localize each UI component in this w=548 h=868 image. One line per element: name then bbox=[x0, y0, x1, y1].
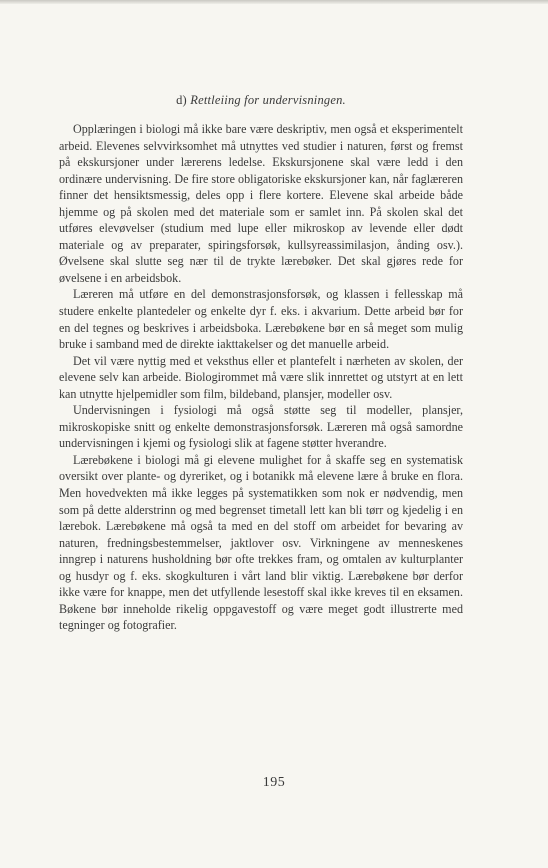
paragraph-3: Det vil være nyttig med et veksthus eller et plantefelt i nærheten av skolen, der elevene selv kan arbeide. Biologirommet må være slik innrettet og utstyrt at en lett kan utnytte hjelpemidler som film, bildeband, plansjer, modeller osv. bbox=[59, 353, 463, 401]
page-number: 195 bbox=[262, 775, 286, 790]
section-title: Rettleiing for undervisningen. bbox=[190, 93, 346, 107]
document-page bbox=[59, 93, 463, 634]
paragraph-5: Lærebøkene i biologi må gi elevene mulighet for å skaffe seg en systematisk oversikt over plante- og dyreriket, og i botanikk må elevene lære å bruke en flora. Men hovedvekten må ikke legges på systematikken som nok er nødvendig, men som på dette alderstrinn og med begrenset timetall lett kan bli tørr og kjedelig i en lærebok. Lærebøkene må også ta med en del stoff om arbeidet for bevaring av naturen, fredningsbestemmelser, jaktlover osv. Virkningene av menneskenes inngrep i naturens husholdning bør ofte trekkes fram, og omtalen av kulturplanter og husdyr og f. eks. skogkulturen i vårt land blir viktig. Lærebøkene bør derfor ikke være for knappe, men det utfyllende lesestoff skal ikke kreves til en eksamen. Bøkene bør inneholde rikelig oppgavestoff og være meget godt illustrerte med tegninger og fotografier. bbox=[59, 452, 463, 633]
section-letter: d) bbox=[176, 93, 187, 107]
page-top-edge bbox=[0, 0, 548, 4]
paragraph-1: Opplæringen i biologi må ikke bare være deskriptiv, men også et eksperimentelt arbeid. Elevenes selvvirksomhet må utnyttes ved studier i naturen, først og fremst på ekskursjoner under lærerens ledelse. Ekskursjonene skal være ledd i den ordinære undervisning. De fire store obligatoriske ekskursjoner kan, når faglæreren finner det hensiktsmessig, deles opp i flere kortere. Elevene skal arbeide både hjemme og på skolen med det materiale som er samlet inn. På skolen skal det utføres elevøvelser (studium med lupe eller mikroskop av levende eller dødt materiale og av preparater, spiringsforsøk, kullsyreassimilasjon, ånding osv.). Øvelsene skal slutte seg nær til de trykte lærebøker. Det skal gjøres rede for øvelsene i en arbeidsbok. bbox=[59, 122, 463, 285]
section-heading bbox=[59, 93, 463, 108]
paragraph-4: Undervisningen i fysiologi må også støtte seg til modeller, plansjer, mikroskopiske snitt og enkelte demonstrasjonsforsøk. Læreren må også samordne undervisningen i kjemi og fysiologi slik at fagene støtter hverandre. bbox=[59, 403, 463, 451]
paragraph-2: Læreren må utføre en del demonstrasjonsforsøk, og klassen i fellesskap må studere enkelte plantedeler og enkelte dyr f. eks. i akvarium. Dette arbeid bør for en del tegnes og beskrives i arbeidsboka. Lærebøkene bør en så meget som mulig bruke i samband med de direkte iakttakelser og det manuelle arbeid. bbox=[59, 287, 463, 352]
